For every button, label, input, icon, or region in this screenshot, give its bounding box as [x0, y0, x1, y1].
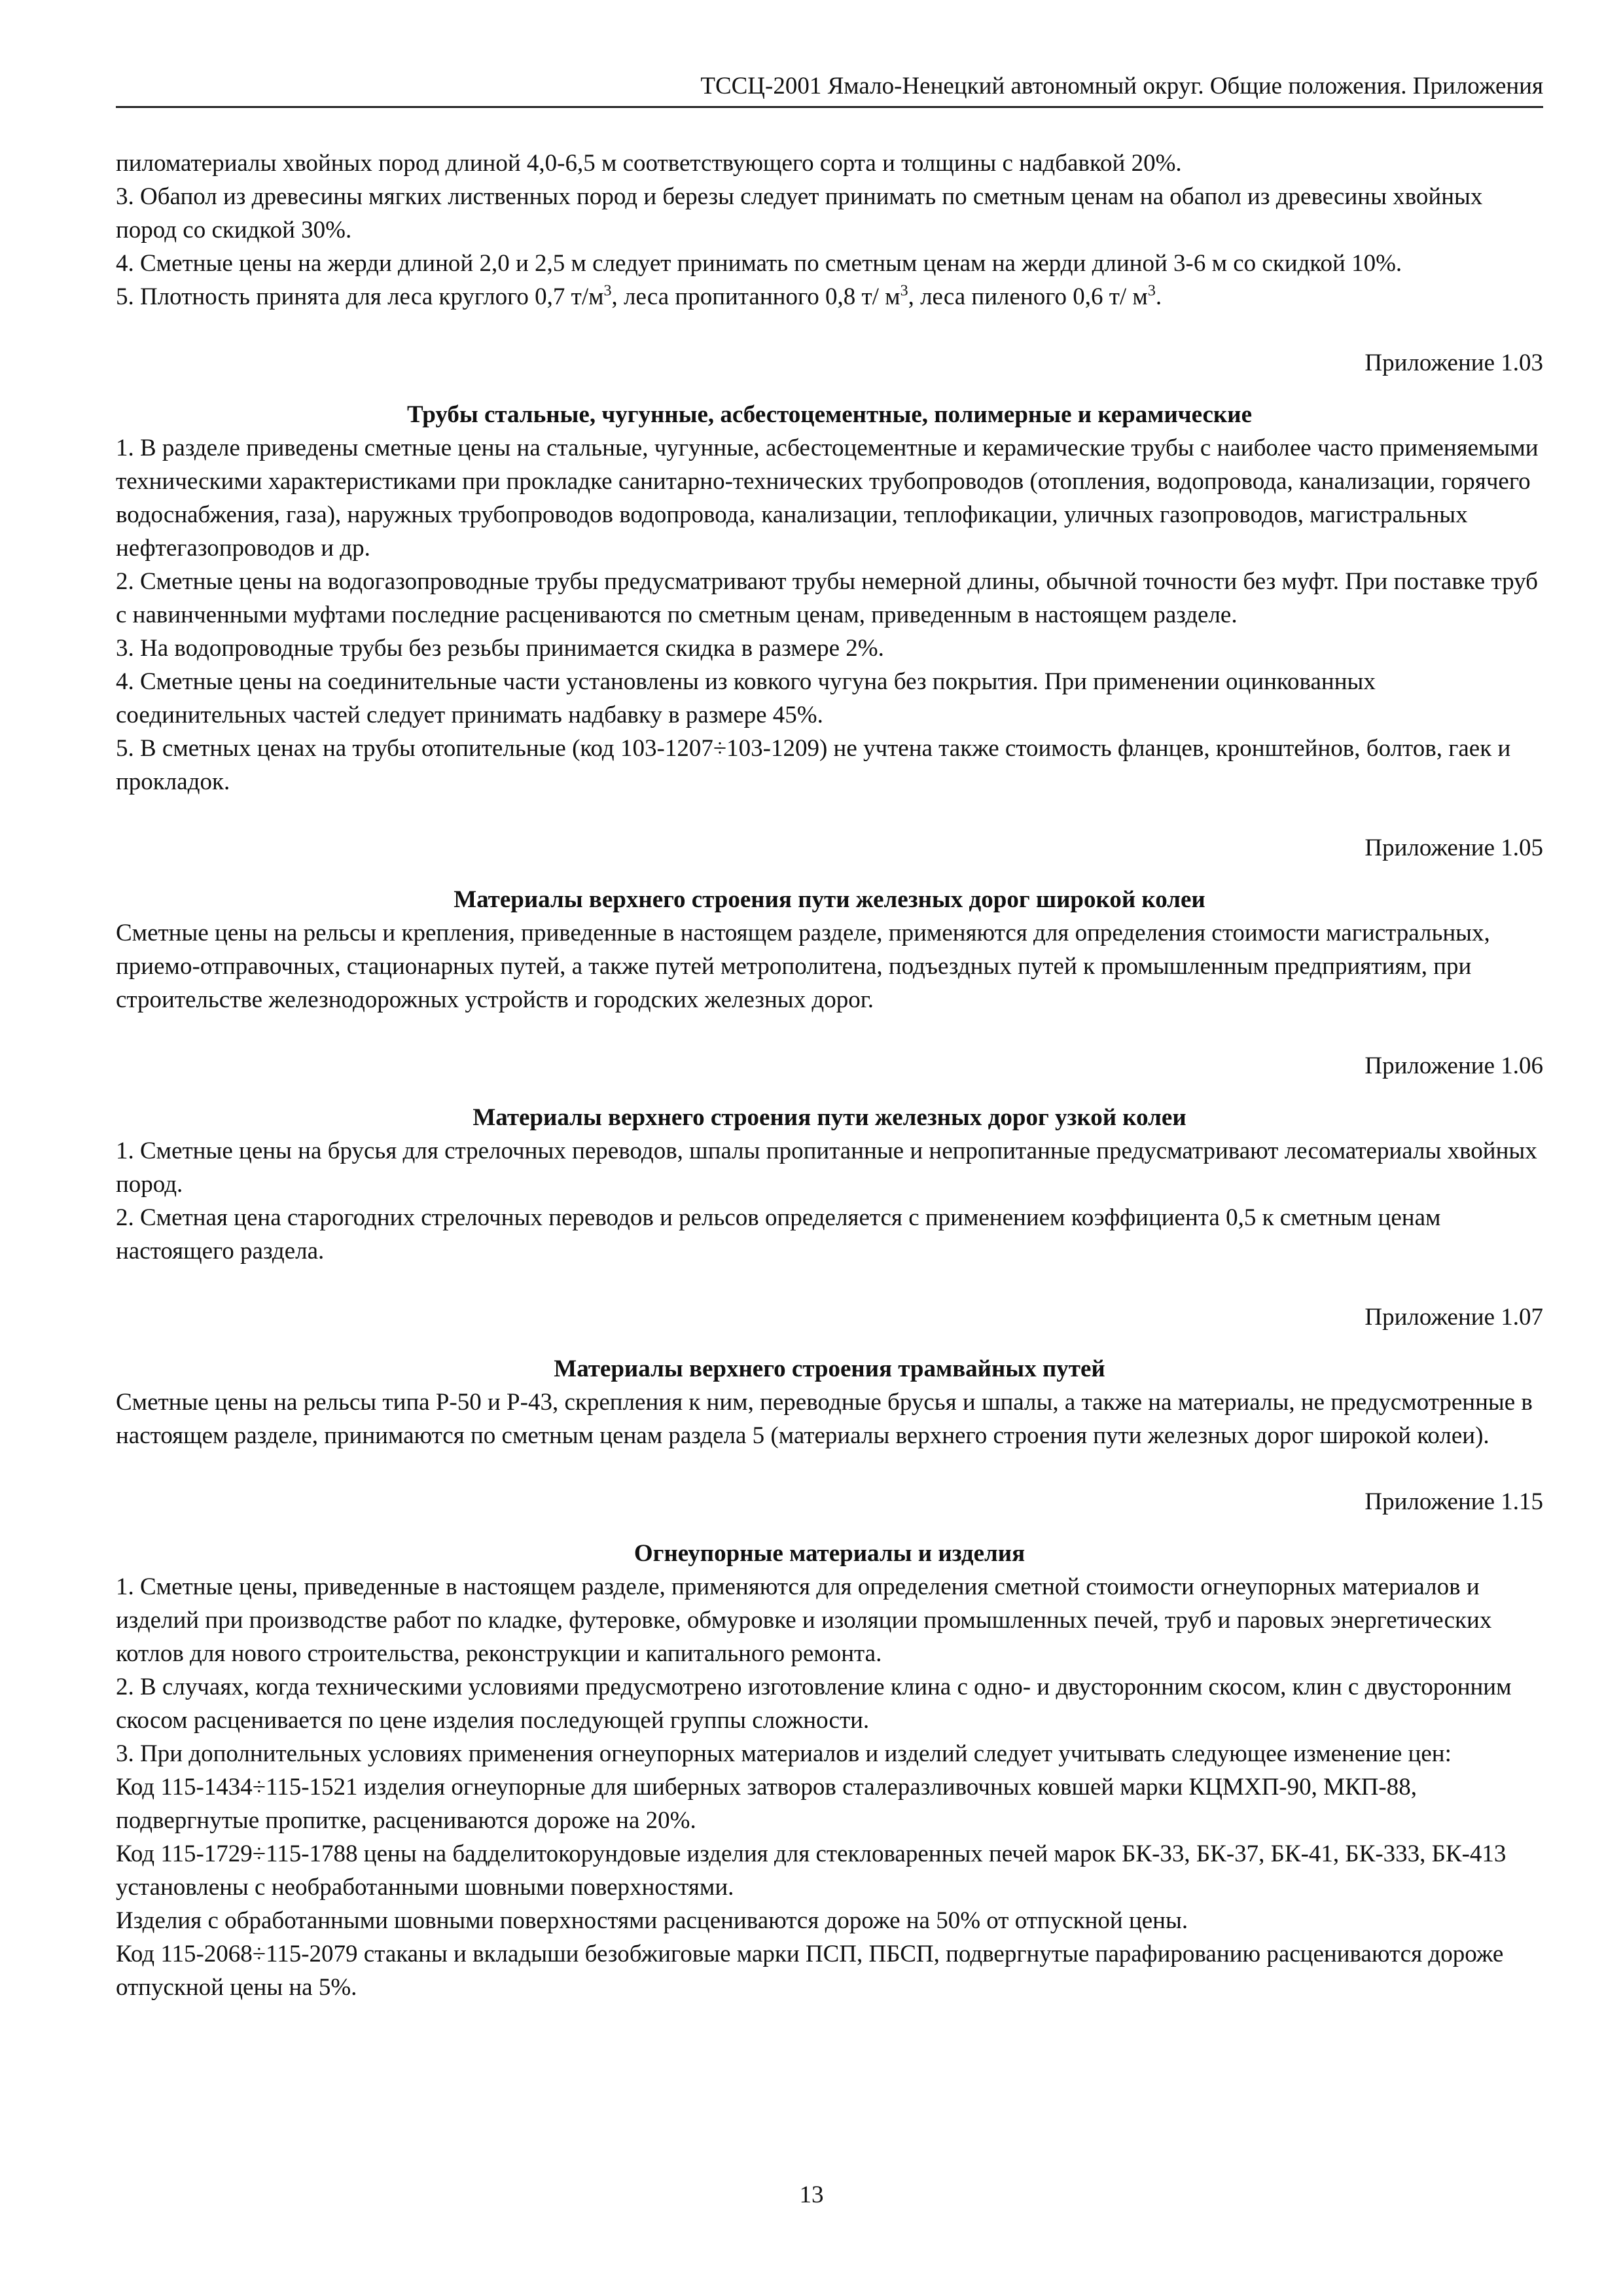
section-paragraph: 1. Сметные цены, приведенные в настоящем разделе, применяются для определения сметной стоимости огнеупорных материалов и изделий при производстве работ по кладке, футеровке, обмуровке и изоляции промышленных печей, труб и паровых энергетических котлов для нового строительства, реконструкции и капитального ремонта.: [116, 1573, 1492, 1667]
section-title: Материалы верхнего строения пути железных дорог широкой колеи: [454, 886, 1205, 913]
section-paragraph: 3. На водопроводные трубы без резьбы принимается скидка в размере 2%.: [116, 635, 884, 662]
density-text: 5. Плотность принята для леса круглого 0,7 т/м: [116, 283, 604, 310]
section-paragraph: Код 115-2068÷115-2079 стаканы и вкладыши безобжиговые марки ПСП, ПБСП, подвергнутые парафированию расцениваются дороже отпускной цены на 5%.: [116, 1941, 1504, 2001]
section-title: Трубы стальные, чугунные, асбестоцементные, полимерные и керамические: [406, 401, 1252, 428]
section-paragraph: 5. В сметных ценах на трубы отопительные (код 103-1207÷103-1209) не учтена также стоимость фланцев, кронштейнов, болтов, гаек и прокладок.: [116, 735, 1511, 795]
intro-paragraph: пиломатериалы хвойных пород длиной 4,0-6,5 м соответствующего сорта и толщины с надбавкой 20%.: [116, 150, 1182, 177]
appendix-label: Приложение 1.07: [1364, 1304, 1543, 1331]
section-paragraph: Код 115-1729÷115-1788 цены на бадделитокорундовые изделия для стекловаренных печей марок БК-33, БК-37, БК-41, БК-333, БК-413 установлены с необработанными шовными поверхностями.: [116, 1840, 1507, 1901]
section-paragraph: Изделия с обработанными шовными поверхностями расцениваются дороже на 50% от отпускной цены.: [116, 1907, 1188, 1934]
section-paragraph: 1. В разделе приведены сметные цены на стальные, чугунные, асбестоцементные и керамические трубы с наиболее часто применяемыми техническими характеристиками при прокладке санитарно-технических трубопроводов (отопления, водопровода, канализации, горячего водоснабжения, газа), наружных трубопроводов водопровода, канализации, теплофикации, уличных газопроводов, магистральных нефтегазопроводов и др.: [116, 435, 1539, 562]
superscript: 3: [900, 282, 908, 300]
section-paragraph: Код 115-1434÷115-1521 изделия огнеупорные для шиберных затворов сталеразливочных ковшей марки КЦМХП-90, МКП-88, подвергнутые пропитке, расцениваются дороже на 20%.: [116, 1774, 1417, 1834]
intro-paragraph-density: [116, 280, 1543, 314]
section-title: Материалы верхнего строения пути железных дорог узкой колеи: [473, 1104, 1186, 1131]
page-number: 13: [799, 2181, 824, 2208]
section-paragraph: Сметные цены на рельсы типа Р-50 и Р-43, скрепления к ним, переводные брусья и шпалы, а также на материалы, не предусмотренные в настоящем разделе, принимаются по сметным ценам раздела 5 (материалы верхнего строения пути железных дорог широкой колеи).: [116, 1389, 1533, 1449]
page-content: [116, 147, 1543, 2004]
superscript: 3: [603, 282, 612, 300]
appendix-label: Приложение 1.03: [1364, 350, 1543, 376]
section-paragraph: 2. В случаях, когда техническими условиями предусмотрено изготовление клина с одно- и двусторонним скосом, клин с двусторонним скосом расценивается по цене изделия последующей группы сложности.: [116, 1674, 1512, 1734]
header-divider: [116, 106, 1543, 108]
section-paragraph: 2. Сметные цены на водогазопроводные трубы предусматривают трубы немерной длины, обычной точности без муфт. При поставке труб с навинченными муфтами последние расцениваются по сметным ценам, приведенным в настоящем разделе.: [116, 568, 1538, 628]
density-text: , леса пропитанного 0,8 т/ м: [611, 283, 901, 310]
appendix-label: Приложение 1.06: [1364, 1052, 1543, 1079]
section-paragraph: 3. При дополнительных условиях применения огнеупорных материалов и изделий следует учитывать следующее изменение цен:: [116, 1740, 1452, 1767]
section-title: Огнеупорные материалы и изделия: [633, 1540, 1026, 1567]
density-text: , леса пиленого 0,6 т/ м: [908, 283, 1148, 310]
section-paragraph: Сметные цены на рельсы и крепления, приведенные в настоящем разделе, применяются для определения стоимости магистральных, приемо-отправочных, стационарных путей, а также путей метрополитена, подъездных путей к промышленным предприятиям, при строительстве железнодорожных устройств и городских железных дорог.: [116, 920, 1490, 1013]
superscript: 3: [1147, 282, 1156, 300]
running-header: ТССЦ-2001 Ямало-Ненецкий автономный округ. Общие положения. Приложения: [700, 73, 1543, 99]
appendix-label: Приложение 1.05: [1364, 834, 1543, 861]
intro-paragraph: 3. Обапол из древесины мягких лиственных пород и березы следует принимать по сметным ценам на обапол из древесины хвойных пород со скидкой 30%.: [116, 183, 1483, 243]
section-paragraph: 4. Сметные цены на соединительные части установлены из ковкого чугуна без покрытия. При применении оцинкованных соединительных частей следует принимать надбавку в размере 45%.: [116, 668, 1376, 728]
appendix-label: Приложение 1.15: [1364, 1488, 1543, 1515]
density-text: .: [1155, 283, 1162, 310]
section-title: Материалы верхнего строения трамвайных путей: [554, 1355, 1105, 1382]
section-paragraph: 2. Сметная цена старогодних стрелочных переводов и рельсов определяется с применением коэффициента 0,5 к сметным ценам настоящего раздела.: [116, 1204, 1441, 1265]
section-paragraph: 1. Сметные цены на брусья для стрелочных переводов, шпалы пропитанные и непропитанные предусматривают лесоматериалы хвойных пород.: [116, 1138, 1537, 1198]
intro-paragraph: 4. Сметные цены на жерди длиной 2,0 и 2,5 м следует принимать по сметным ценам на жерди длиной 3-6 м со скидкой 10%.: [116, 250, 1402, 277]
